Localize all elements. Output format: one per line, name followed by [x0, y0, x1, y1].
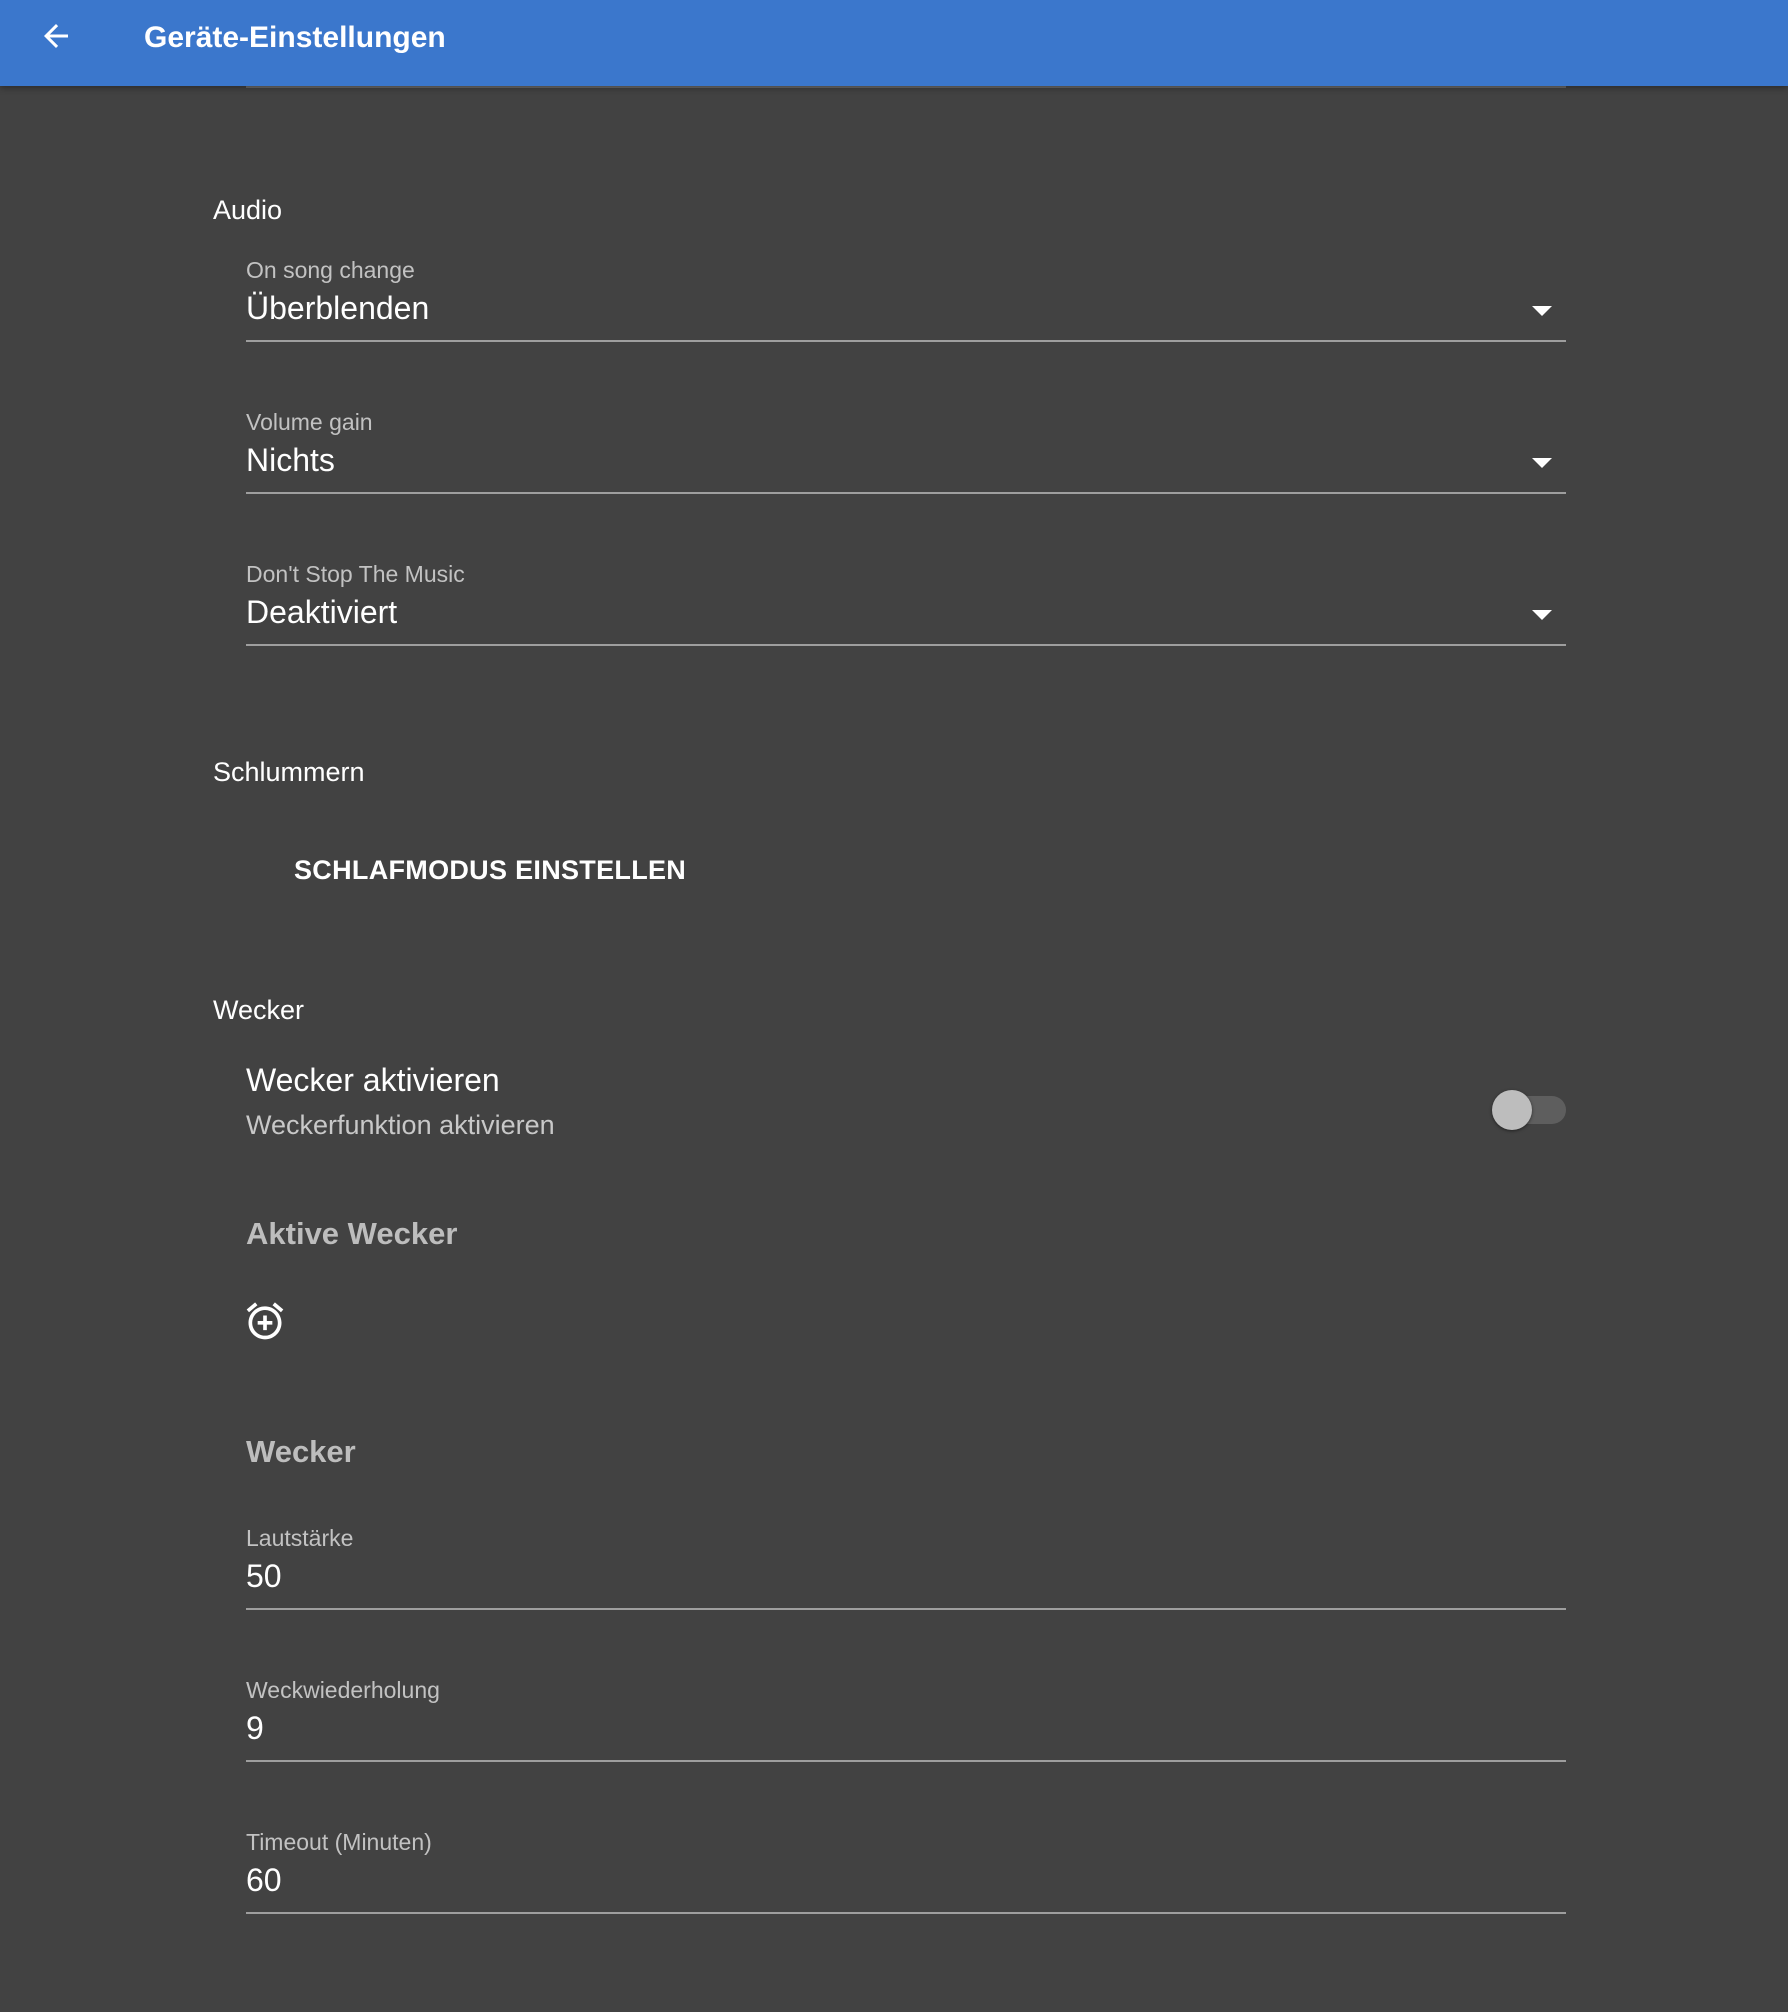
field-underline — [246, 1912, 1566, 1914]
dropdown-arrow-icon — [1532, 458, 1552, 468]
page-title: Geräte-Einstellungen — [144, 21, 446, 54]
active-alarms-header: Aktive Wecker — [246, 1216, 458, 1251]
field-underline — [246, 492, 1566, 494]
alarm-add-icon — [243, 1299, 287, 1348]
field-underline — [246, 340, 1566, 342]
field-value: 9 — [246, 1710, 264, 1746]
dropdown-arrow-icon — [1532, 306, 1552, 316]
app-bar — [0, 0, 1788, 86]
field-label: Volume gain — [246, 409, 373, 435]
alarm-enable-switch[interactable] — [1492, 1090, 1566, 1130]
arrow-left-icon — [38, 18, 74, 59]
alarm-snooze-input[interactable] — [246, 1676, 1566, 1776]
field-value: Überblenden — [246, 290, 430, 326]
top-divider — [246, 86, 1566, 88]
section-title-alarm: Wecker — [213, 995, 305, 1025]
field-value: 60 — [246, 1862, 282, 1898]
set-sleep-mode-button[interactable]: SCHLAFMODUS EINSTELLEN — [294, 855, 687, 885]
field-label: Timeout (Minuten) — [246, 1829, 432, 1855]
alarm-timeout-input[interactable] — [246, 1828, 1566, 1928]
field-label: On song change — [246, 257, 415, 283]
alarm-enable-row[interactable] — [246, 1056, 1566, 1166]
field-underline — [246, 1608, 1566, 1610]
section-title-audio: Audio — [213, 195, 283, 225]
field-underline — [246, 1760, 1566, 1762]
add-alarm-button[interactable] — [240, 1298, 290, 1348]
section-title-sleep: Schlummern — [213, 757, 365, 787]
alarm-volume-input[interactable] — [246, 1524, 1566, 1624]
back-button[interactable] — [30, 10, 82, 66]
volume-gain-select[interactable] — [246, 408, 1566, 508]
field-label: Weckwiederholung — [246, 1677, 440, 1703]
on-song-change-select[interactable] — [246, 256, 1566, 356]
field-label: Don't Stop The Music — [246, 561, 465, 587]
field-value: Nichts — [246, 442, 335, 478]
dropdown-arrow-icon — [1532, 610, 1552, 620]
alarm-settings-header: Wecker — [246, 1434, 356, 1469]
field-value: 50 — [246, 1558, 282, 1594]
field-value: Deaktiviert — [246, 594, 398, 630]
alarm-enable-subtitle: Weckerfunktion aktivieren — [246, 1110, 555, 1140]
dont-stop-the-music-select[interactable] — [246, 560, 1566, 660]
alarm-enable-title: Wecker aktivieren — [246, 1062, 500, 1098]
field-label: Lautstärke — [246, 1525, 354, 1551]
switch-knob — [1492, 1090, 1532, 1130]
field-underline — [246, 644, 1566, 646]
